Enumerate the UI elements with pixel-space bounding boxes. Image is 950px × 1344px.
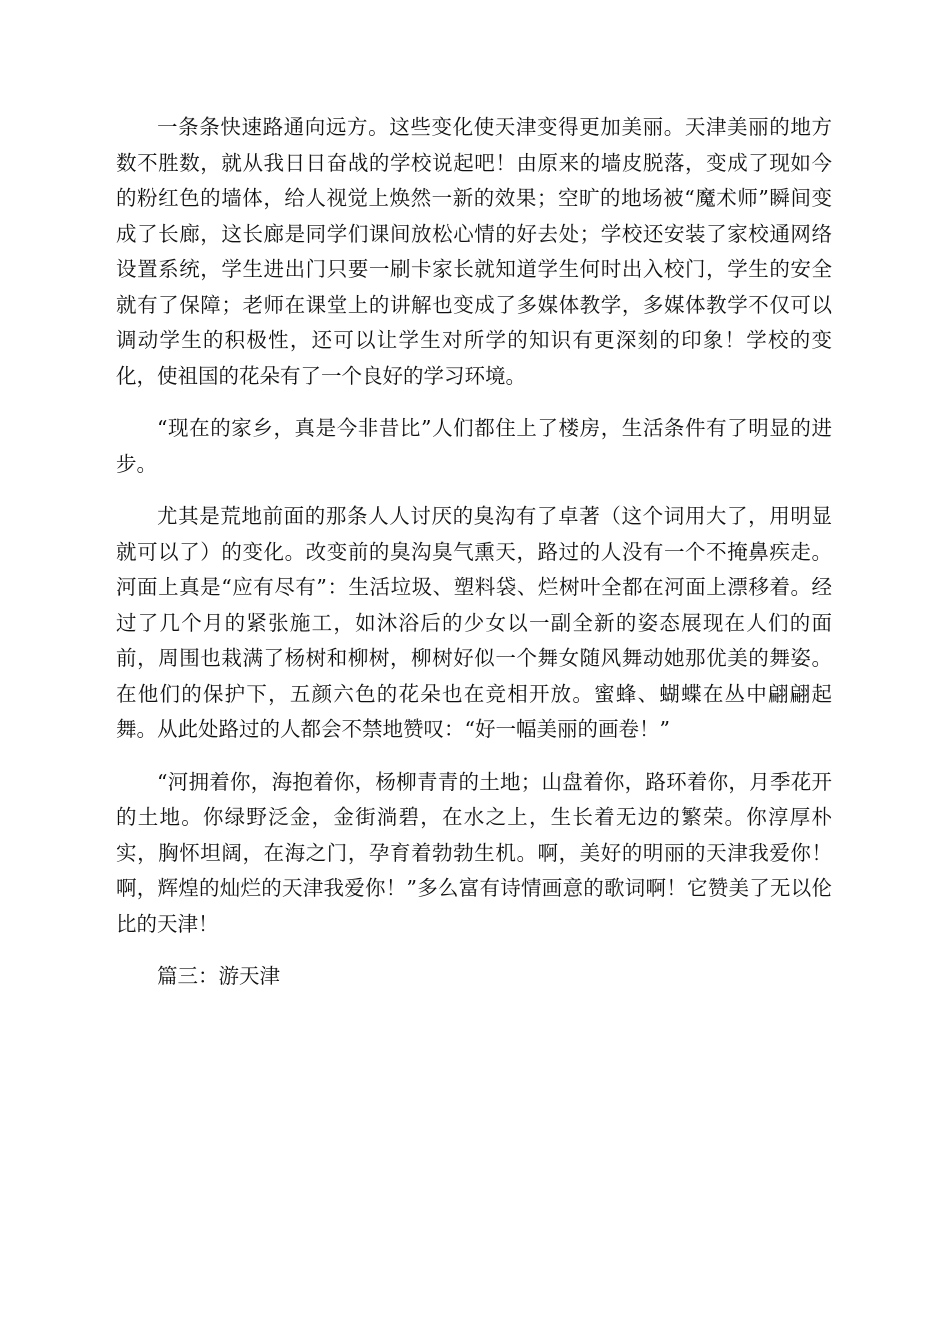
- section-heading: 篇三：游天津: [157, 964, 280, 988]
- paragraph-school-changes: 一条条快速路通向远方。这些变化使天津变得更加美丽。天津美丽的地方数不胜数，就从我日日奋战的学校说起吧！由原来的墙皮脱落，变成了现如今的粉红色的墙体，给人视觉上焕然一新的效果；空旷的地场被“魔术师”瞬间变成了长廊，这长廊是同学们课间放松心情的好去处；学校还安装了家校通网络设置系统，学生进出门只要一刷卡家长就知道学生何时出入校门，学生的安全就有了保障；老师在课堂上的讲解也变成了多媒体教学，多媒体教学不仅可以调动学生的积极性，还可以让学生对所学的知识有更深刻的印象！学校的变化，使祖国的花朵有了一个良好的学习环境。: [116, 115, 832, 388]
- paragraph-song-lyrics: “河拥着你，海抱着你，杨柳青青的土地；山盘着你，路环着你，月季花开的土地。你绿野泛金，金街淌碧，在水之上，生长着无边的繁荣。你淳厚朴实，胸怀坦阔，在海之门，孕育着勃勃生机。啊，美好的明丽的天津我爱你！啊，辉煌的灿烂的天津我爱你！”多么富有诗情画意的歌词啊！它赞美了无以伦比的天津！: [116, 769, 832, 936]
- paragraph-ditch-changes: 尤其是荒地前面的那条人人讨厌的臭沟有了卓著（这个词用大了，用明显就可以了）的变化。改变前的臭沟臭气熏天，路过的人没有一个不掩鼻疾走。河面上真是“应有尽有”：生活垃圾、塑料袋、烂树叶全都在河面上漂移着。经过了几个月的紧张施工，如沐浴后的少女以一副全新的姿态展现在人们的面前，周围也栽满了杨树和柳树，柳树好似一个舞女随风舞动她那优美的舞姿。在他们的保护下，五颜六色的花朵也在竞相开放。蜜蜂、蝴蝶在丛中翩翩起舞。从此处路过的人都会不禁地赞叹：“好一幅美丽的画卷！”: [116, 504, 832, 741]
- paragraph-hometown: “现在的家乡，真是今非昔比”人们都住上了楼房，生活条件有了明显的进步。: [116, 416, 832, 476]
- document-body: [116, 110, 832, 995]
